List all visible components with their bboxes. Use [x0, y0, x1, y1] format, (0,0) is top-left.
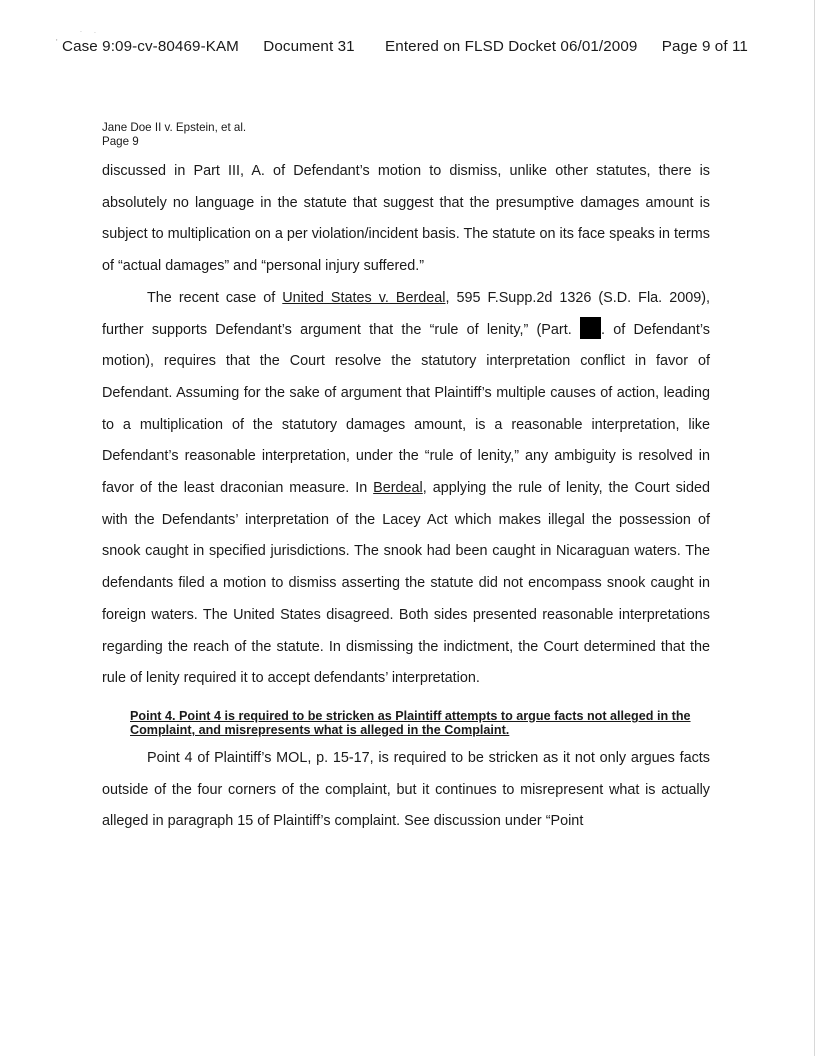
text-run: The recent case of [147, 289, 283, 306]
redaction-box [580, 317, 601, 339]
paragraph-point-4: Point 4 of Plaintiff’s MOL, p. 15-17, is required to be stricken as it not only argues facts outside of the four corners of the complaint, but it continues to misrepresent what is actually alleged in paragraph 15 of Plaintiff’s complaint. See discussion under “Point [102, 749, 710, 830]
case-citation: United States v. Berdeal [282, 289, 446, 306]
caption-page: Page 9 [102, 135, 139, 148]
case-caption [102, 121, 246, 149]
header-docket-entry: Entered on FLSD Docket 06/01/2009 [385, 38, 638, 55]
text-run: . of Defendant’s motion), requires that the Court resolve the statutory interpretation conflict in favor of Defendant. Assuming for the sake of argument that Plaintiff’s multiple causes of action, leading to a multiplication of the statutory damages amount, is a reasonable interpretation, like Defendant’s reasonable interpretation, under the “rule of lenity,” any ambiguity is resolved in favor of the least draconian measure. In [102, 321, 710, 497]
scan-speck: ' [56, 38, 58, 47]
case-citation-short: Berdeal [373, 480, 423, 497]
text-run: , applying the rule of lenity, the Court sided with the Defendants’ interpretation of the Lacey Act which makes illegal the possession of snook caught in specified jurisdictions. The snook had been caught in Nicaraguan waters. The defendants filed a motion to dismiss asserting the statute did not encompass snook caught in foreign waters. The United States disagreed. Both sides presented reasonable interpretations regarding the reach of the statute. In dismissing the indictment, the Court determined that the rule of lenity required it to accept defendants’ interpretation. [102, 480, 710, 687]
caption-case-name: Jane Doe II v. Epstein, et al. [102, 121, 247, 134]
text-run: , 595 F.Supp.2d 1326 (S.D. Fla. 2009), further supports Defendant’s argument that the “rule of lenity,” (Part. [102, 289, 710, 338]
filing-header [62, 38, 752, 55]
paragraph-berdeal [102, 283, 710, 695]
header-document-number: Document 31 [263, 38, 355, 55]
header-page-number: Page 9 of 11 [661, 38, 748, 55]
scan-speck: ˙ [80, 30, 83, 39]
paragraph-continuation: discussed in Part III, A. of Defendant’s motion to dismiss, unlike other statutes, there is absolutely no language in the statute that suggest that the presumptive damages amount is subject to multiplication on a per violation/incident basis. The statute on its face speaks in terms of “actual damages” and “personal injury suffered.” [102, 163, 710, 275]
document-body [102, 156, 710, 838]
scan-speck: ˙ [94, 31, 97, 40]
page-edge-line [814, 0, 815, 1056]
section-heading-point-4: Point 4. Point 4 is required to be stricken as Plaintiff attempts to argue facts not alleged in the Complaint, and misrepresents what is alleged in the Complaint. [130, 708, 691, 737]
header-case-number: Case 9:09-cv-80469-KAM [62, 38, 239, 55]
